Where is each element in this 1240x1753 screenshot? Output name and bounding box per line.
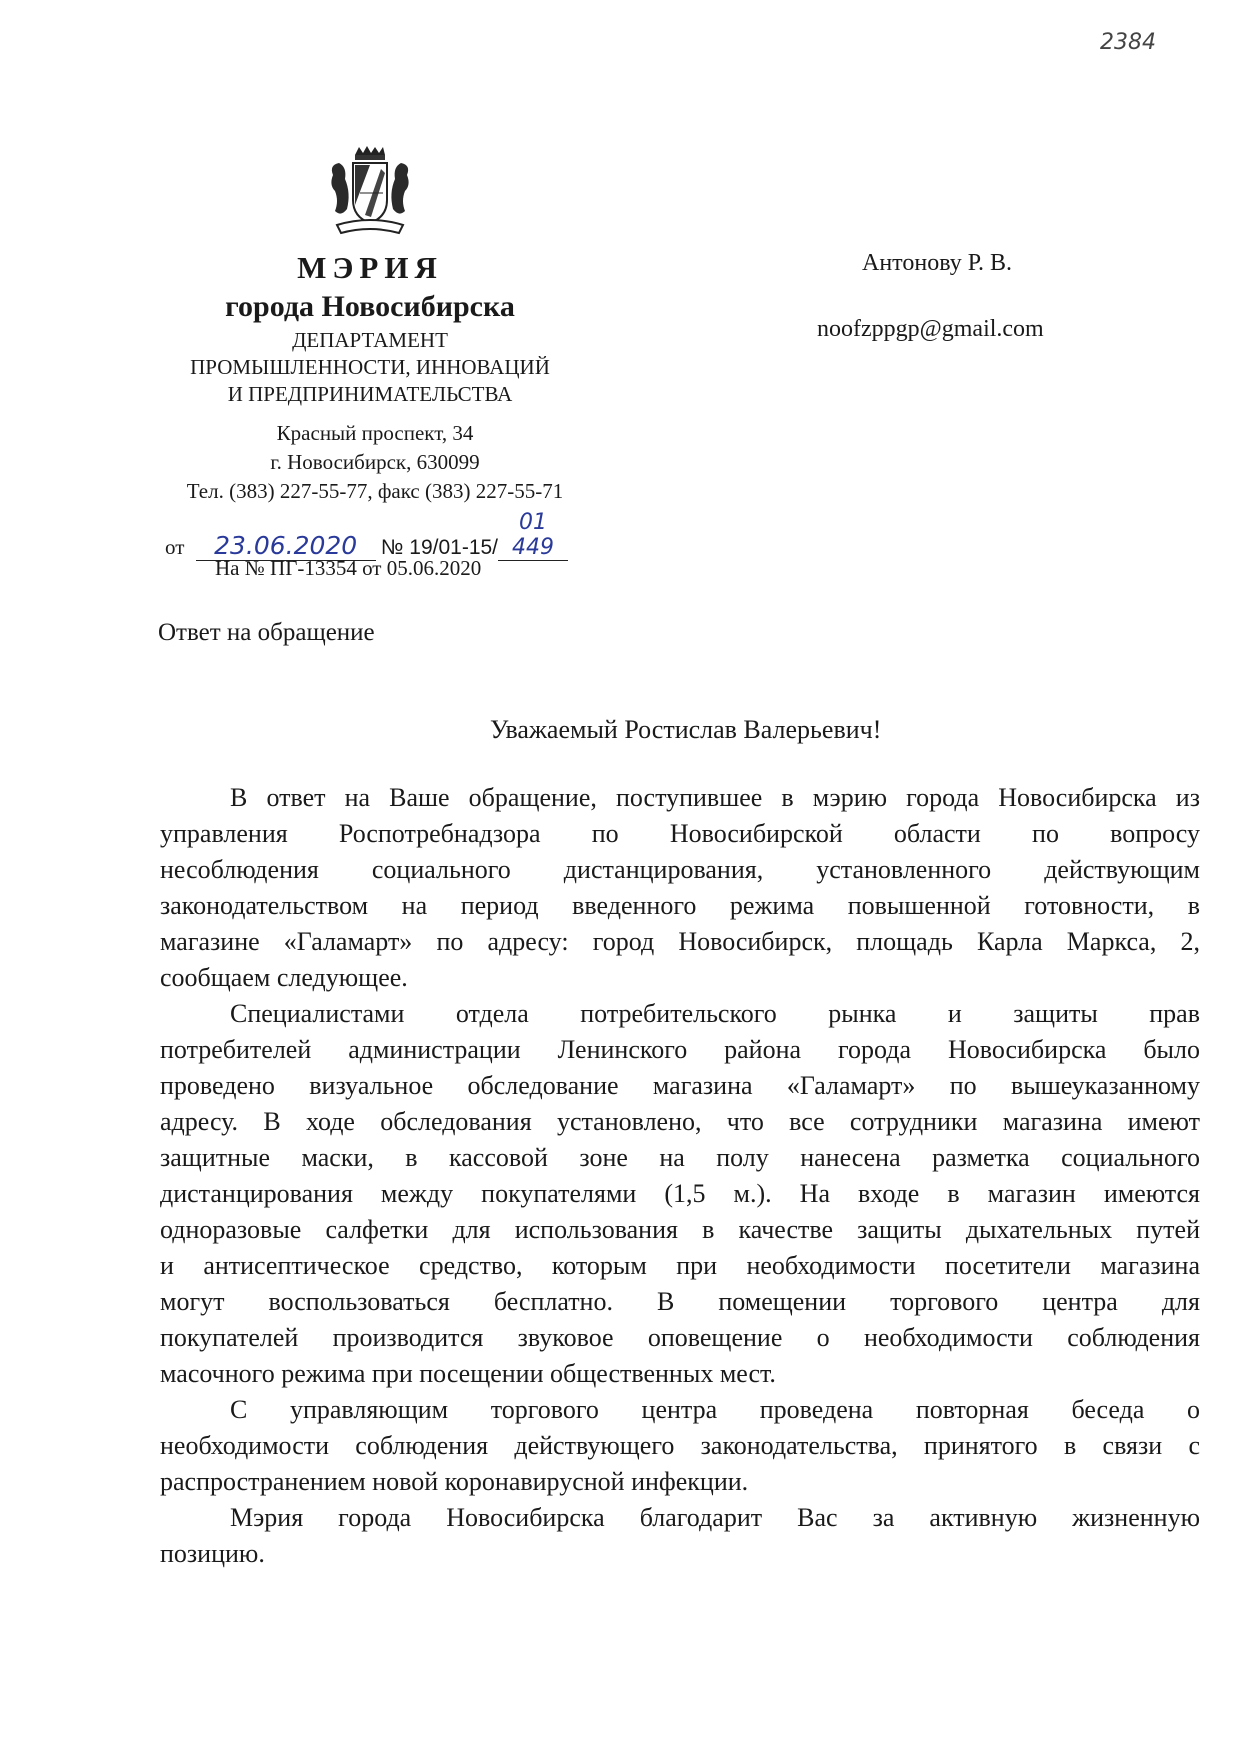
- body-line: необходимости соблюдения действующего законодательства, принятого в связи с: [160, 1431, 1200, 1460]
- registration-line: [165, 510, 568, 561]
- reg-number-handwritten: 01 449: [498, 510, 568, 561]
- recipient-email: noofzppgp@gmail.com: [817, 316, 1044, 342]
- body-line: магазине «Галамарт» по адресу: город Новосибирск, площадь Карла Маркса, 2,: [160, 927, 1200, 956]
- org-title: МЭРИЯ: [297, 250, 443, 285]
- reg-number-label: № 19/01-15/: [380, 536, 499, 559]
- body-line: дистанцирования между покупателями (1,5 м.). На входе в магазин имеются: [160, 1179, 1200, 1208]
- body-line: покупателей производится звуковое оповещение о необходимости соблюдения: [160, 1323, 1200, 1352]
- body-line: одноразовые салфетки для использования в качестве защиты дыхательных путей: [160, 1215, 1200, 1244]
- page-number-handwritten: 2384: [1100, 30, 1156, 55]
- body-line: проведено визуальное обследование магазина «Галамарт» по вышеуказанному: [160, 1071, 1200, 1100]
- body-line: потребителей администрации Ленинского района города Новосибирска было: [160, 1035, 1200, 1064]
- body-line: защитные маски, в кассовой зоне на полу нанесена разметка социального: [160, 1143, 1200, 1172]
- body-paragraph: [160, 996, 1200, 1392]
- reg-from-label: от: [165, 535, 185, 559]
- body-line: управления Роспотребнадзора по Новосибирской области по вопросу: [160, 819, 1200, 848]
- department-name: [150, 327, 590, 408]
- address-street: Красный проспект, 34: [276, 421, 474, 445]
- recipient-name: Антонову Р. В.: [862, 250, 1013, 276]
- subject-line: Ответ на обращение: [158, 619, 375, 646]
- body-line: могут воспользоваться бесплатно. В помещении торгового центра для: [160, 1287, 1200, 1316]
- coat-of-arms-emblem-icon: [325, 145, 415, 240]
- department-line: И ПРЕДПРИНИМАТЕЛЬСТВА: [227, 382, 513, 406]
- org-city: города Новосибирска: [225, 290, 515, 323]
- letter-body: [160, 780, 1200, 1572]
- body-paragraph: [160, 780, 1200, 996]
- department-line: ДЕПАРТАМЕНТ: [292, 328, 448, 352]
- reg-date-handwritten: 23.06.2020: [196, 531, 376, 561]
- body-paragraph: [160, 1392, 1200, 1500]
- body-line: и антисептическое средство, которым при необходимости посетители магазина: [160, 1251, 1200, 1280]
- body-paragraph: [160, 1500, 1200, 1572]
- address-block: [155, 419, 595, 506]
- department-line: ПРОМЫШЛЕННОСТИ, ИННОВАЦИЙ: [190, 355, 550, 379]
- reply-to-reference: На № ПГ-13354 от 05.06.2020: [215, 556, 482, 580]
- body-line: адресу. В ходе обследования установлено, что все сотрудники магазина имеют: [160, 1107, 1200, 1136]
- address-city: г. Новосибирск, 630099: [270, 450, 480, 474]
- salutation: Уважаемый Ростислав Валерьевич!: [490, 715, 882, 744]
- body-line: Специалистами отдела потребительского рынка и защиты прав: [230, 999, 1200, 1028]
- body-line: распространением новой коронавирусной инфекции.: [160, 1467, 749, 1496]
- body-line: законодательством на период введенного режима повышенной готовности, в: [160, 891, 1200, 920]
- body-line: позицию.: [160, 1539, 265, 1568]
- address-phone: Тел. (383) 227-55-77, факс (383) 227-55-71: [186, 479, 564, 503]
- body-line: С управляющим торгового центра проведена повторная беседа о: [230, 1395, 1200, 1424]
- body-line: масочного режима при посещении общественных мест.: [160, 1359, 776, 1388]
- body-line: В ответ на Ваше обращение, поступившее в мэрию города Новосибирска из: [230, 783, 1200, 812]
- body-line: несоблюдения социального дистанцирования, установленного действующим: [160, 855, 1200, 884]
- body-line: Мэрия города Новосибирска благодарит Вас за активную жизненную: [230, 1503, 1200, 1532]
- body-line: сообщаем следующее.: [160, 963, 408, 992]
